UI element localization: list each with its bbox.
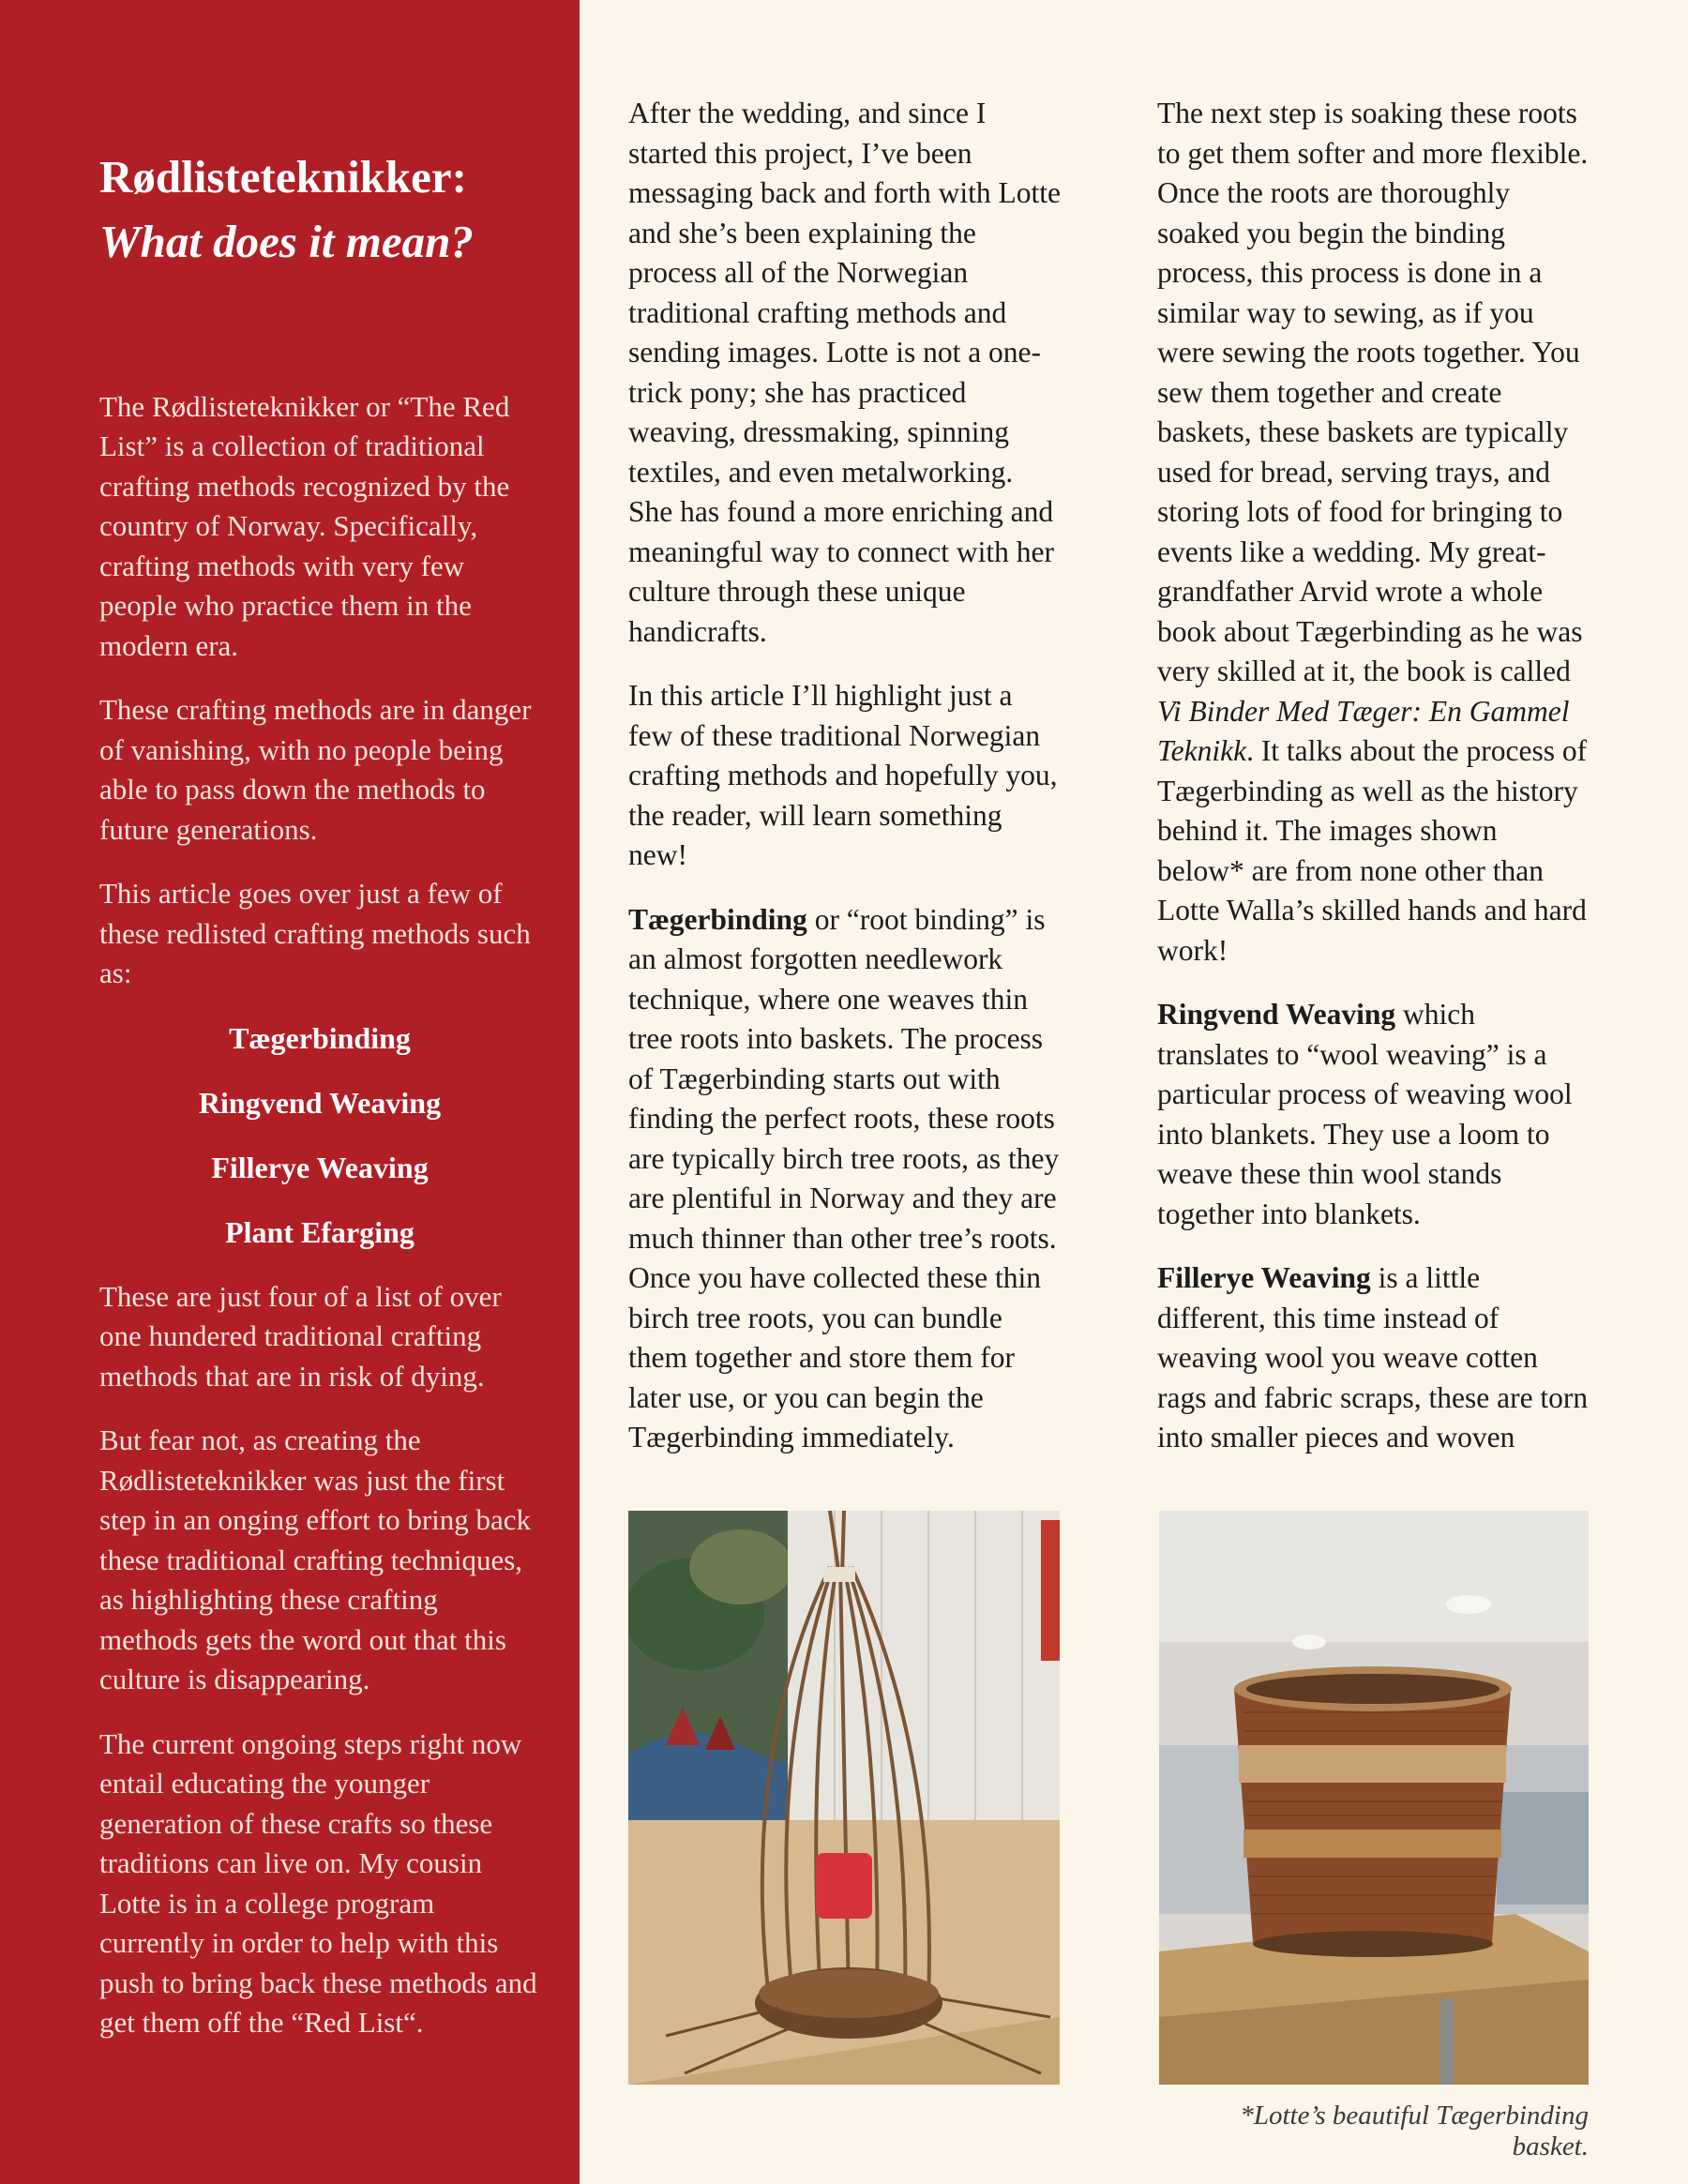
method-item: Tægerbinding	[229, 1020, 411, 1055]
sidebar-intro: The Rødlisteteknikker or “The Red List” is a collection of traditional crafting methods recognized by the country of Norway. Specifically, crafting methods with very few people who practice them in the modern era.	[99, 389, 510, 662]
photo-finished-basket	[1159, 1511, 1589, 2085]
article-paragraph	[628, 900, 1062, 1458]
article-paragraph: After the wedding, and since I started this project, I’ve been messaging back and forth with Lotte and she’s been explaining the process all of the Norwegian traditional crafting methods and sending images. Lotte is not a one-trick pony; she has practiced weaving, dressmaking, spinning textiles, and even metalworking. She has found a more enriching and meaningful way to connect with her culture through these unique handicrafts.	[628, 97, 1062, 648]
sidebar-paragraph: The current ongoing steps right now entail educating the younger generation of these crafts so these traditions can live on. My cousin Lotte is in a college program currently in order to help with this push to bring back these methods and get them off the “Red List“.	[99, 1726, 537, 2040]
book-title: Vi Binder Med Tæger: En Gammel Teknikk	[1157, 694, 1570, 767]
article-text: . It talks about the process of Tægerbinding as well as the history behind it. The images shown below* are from none other than Lotte Walla’s skilled hands and hard work!	[1157, 734, 1588, 967]
sidebar-subtitle: What does it mean?	[99, 215, 474, 267]
article-paragraph	[1157, 995, 1590, 1234]
right-column	[1157, 94, 1590, 1483]
middle-column	[628, 94, 1062, 1483]
article-text: The next step is soaking these roots to get them softer and more flexible. Once the roots are thoroughly soaked you begin the binding process, this process is done in a similar way to sewing, as if you were sewing the roots together. You sew them together and create baskets, these baskets are typically used for bread, serving trays, and storing lots of food for bringing to events like a wedding. My great-grandfather Arvid wrote a whole book about Tægerbinding as he was very skilled at it, the book is called	[1157, 97, 1589, 687]
photo-caption: *Lotte’s beautiful Tægerbinding basket.	[1240, 2101, 1589, 2161]
method-item: Fillerye Weaving	[211, 1150, 429, 1184]
article-text: is a little different, this time instead of weaving wool you weave cotten rags and fabric scraps, these are torn into smaller pieces and woven	[1157, 1261, 1589, 1453]
method-term: Fillerye Weaving	[1157, 1261, 1371, 1294]
article-paragraph: In this article I’ll highlight just a few of these traditional Norwegian crafting methods and hopefully you, the reader, will learn something new!	[628, 679, 1058, 871]
method-term: Ringvend Weaving	[1157, 998, 1396, 1031]
sidebar-title: Rødlisteteknikker:	[99, 151, 467, 203]
method-term: Tægerbinding	[628, 902, 807, 936]
method-item: Plant Efarging	[225, 1214, 414, 1249]
sidebar-content	[99, 150, 540, 2068]
article-text: which translates to “wool weaving” is a particular process of weaving wool into blankets. They use a loom to weave these thin wool stands together into blankets.	[1157, 998, 1573, 1230]
finished-basket-illustration	[1159, 1511, 1589, 2085]
article-paragraph	[1157, 1258, 1590, 1458]
methods-list	[99, 1018, 540, 1252]
article-paragraph	[1157, 94, 1590, 971]
photo-basket-in-progress	[628, 1511, 1060, 2085]
sidebar-paragraph: But fear not, as creating the Rødlisteteknikker was just the first step in an onging effort to bring back these traditional crafting techniques, as highlighting these crafting methods gets the word out that this culture is disappearing.	[99, 1423, 532, 1696]
method-item: Ringvend Weaving	[198, 1085, 442, 1120]
sidebar-paragraph: These crafting methods are in danger of vanishing, with no people being able to pass down the methods to future generations.	[99, 693, 532, 846]
sidebar-paragraph: These are just four of a list of over one hundered traditional crafting methods that are in risk of dying.	[99, 1279, 502, 1393]
article-text: or “root binding” is an almost forgotten needlework technique, where one weaves thin tree roots into baskets. The process of Tægerbinding starts out with finding the perfect roots, these roots are typically birch tree roots, as they are plentiful in Norway and they are much thinner than other tree’s roots. Once you have collected these thin birch tree roots, you can bundle them together and store them for later use, or you can begin the Tægerbinding immediately.	[628, 902, 1060, 1453]
sidebar-panel	[0, 0, 580, 2184]
sidebar-paragraph: This article goes over just a few of these redlisted crafting methods such as:	[99, 877, 531, 990]
basket-frame-illustration	[628, 1511, 1060, 2085]
